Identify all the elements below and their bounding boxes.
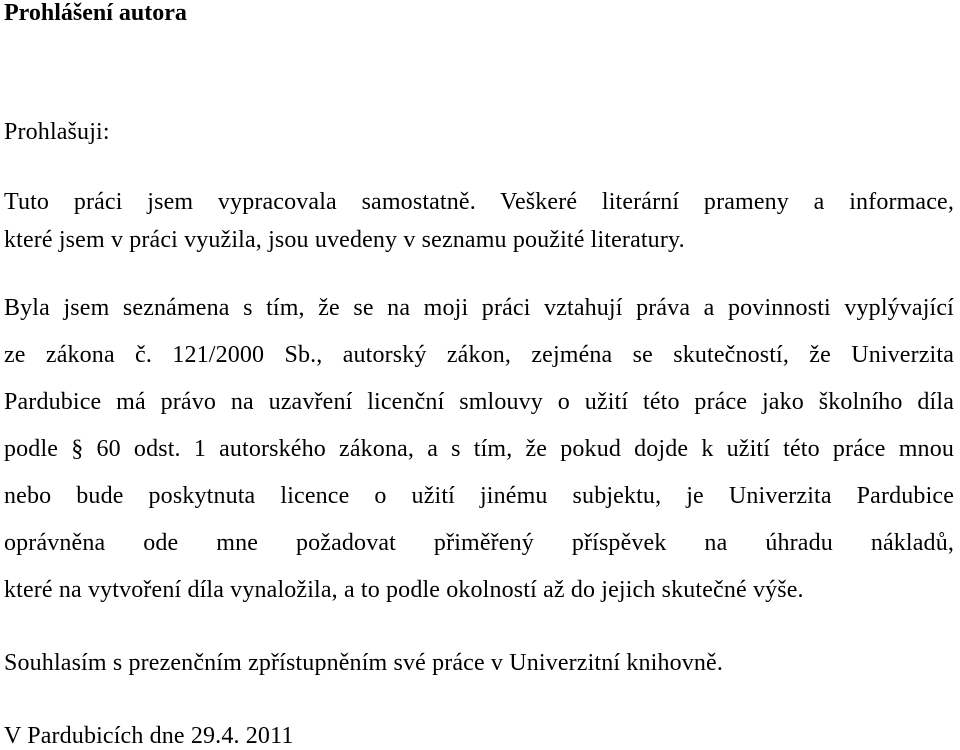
paragraph-line: které na vytvoření díla vynaložila, a to podle okolností až do jejich skutečné výše. (4, 577, 804, 603)
page-title: Prohlášení autora (4, 0, 187, 26)
paragraph-line: oprávněna ode mne požadovat přiměřený příspěvek na úhradu nákladů, (4, 530, 954, 556)
paragraph-line: které jsem v práci využila, jsou uvedeny v seznamu použité literatury. (4, 227, 685, 253)
paragraph-line: Byla jsem seznámena s tím, že se na moji práci vztahují práva a povinnosti vyplývající (4, 295, 954, 321)
paragraph-line: ze zákona č. 121/2000 Sb., autorský zákon, zejména se skutečností, že Univerzita (4, 342, 954, 368)
library-consent: Souhlasím s prezenčním zpřístupněním své práce v Univerzitní knihovně. (4, 650, 723, 676)
paragraph-line: Pardubice má právo na uzavření licenční smlouvy o užití této práce jako školního díla (4, 389, 954, 415)
paragraph-line: podle § 60 odst. 1 autorského zákona, a s tím, že pokud dojde k užití této práce mnou (4, 436, 954, 462)
paragraph-line: Tuto práci jsem vypracovala samostatně. Veškeré literární prameny a informace, (4, 189, 954, 215)
place-and-date: V Pardubicích dne 29.4. 2011 (4, 723, 294, 749)
paragraph-line: nebo bude poskytnuta licence o užití jinému subjektu, je Univerzita Pardubice (4, 483, 954, 509)
declaration-intro: Prohlašuji: (4, 119, 110, 145)
originality-paragraph (4, 176, 954, 266)
license-paragraph (4, 285, 954, 614)
